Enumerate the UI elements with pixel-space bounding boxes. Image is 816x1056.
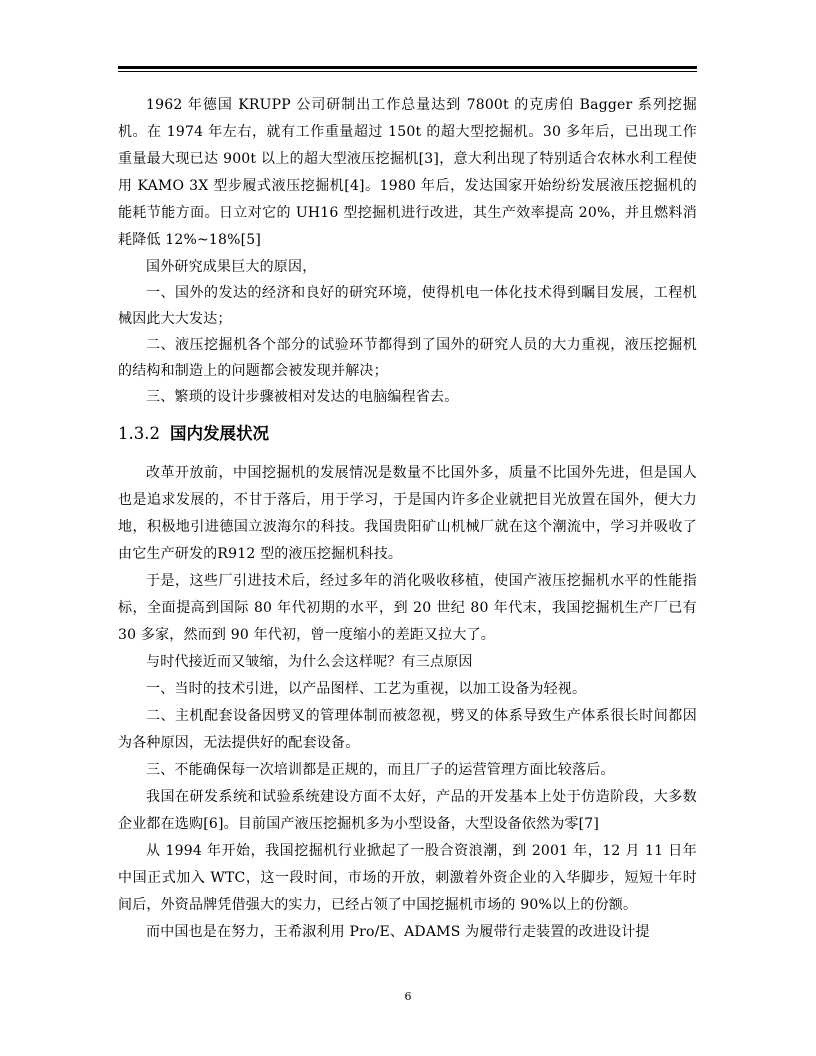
paragraph: 1962 年德国 KRUPP 公司研制出工作总量达到 7800t 的克虏伯 Bagger 系列挖掘机。在 1974 年左右，就有工作重量超过 150t 的超大型挖掘机。30 多年后，已出现工作重量最大现已达 900t 以上的超大型液压挖掘机[3]，意大利出现了特别适合农林水利工程使用 KAMO 3X 型步履式液压挖掘机[4]。1980 年后，发达国家开始纷纷发展液压挖掘机的能耗节能方面。日立对它的 UH16 型挖掘机进行改进，其生产效率提高 20%，并且燃料消耗降低 12%~18%[5] xyxy=(118,97,697,248)
paragraph: 改革开放前，中国挖掘机的发展情况是数量不比国外多，质量不比国外先进，但是国人也是追求发展的，不甘于落后，用于学习，于是国内许多企业就把目光放置在国外，便大力地，积极地引进德国立波海尔的科技。我国贵阳矿山机械厂就在这个潮流中，学习并吸收了由它生产研发的R912 型的液压挖掘机科技。 xyxy=(118,465,697,562)
paragraph: 一、当时的技术引进，以产品图样、工艺为重视，以加工设备为轻视。 xyxy=(146,681,587,697)
paragraph: 三、繁琐的设计步骤被相对发达的电脑编程省去。 xyxy=(146,389,459,405)
paragraph: 我国在研发系统和试验系统建设方面不太好，产品的开发基本上处于仿造阶段，大多数企业都在选购[6]。目前国产液压挖掘机多为小型设备，大型设备依然为零[7] xyxy=(118,789,697,832)
paragraph: 从 1994 年开始，我国挖掘机行业掀起了一股合资浪潮，到 2001 年，12 月 11 日年中国正式加入 WTC，这一段时间，市场的开放，刺激着外资企业的入华脚步，短短十年时间后，外资品牌凭借强大的实力，已经占领了中国挖掘机市场的 90%以上的份额。 xyxy=(118,843,697,913)
section-number: 1.3.2 xyxy=(118,424,160,443)
page-number: 6 xyxy=(404,990,412,1003)
paragraph: 二、主机配套设备因劈叉的管理体制而被忽视，劈叉的体系导致生产体系很长时间都因为各种原因，无法提供好的配套设备。 xyxy=(118,708,697,751)
paragraph: 二、液压挖掘机各个部分的试验环节都得到了国外的研究人员的大力重视，液压挖掘机的结构和制造上的问题都会被发现并解决； xyxy=(118,337,697,379)
paragraph: 于是，这些厂引进技术后，经过多年的消化吸收移植，使国产液压挖掘机水平的性能指标，全面提高到国际 80 年代初期的水平，到 20 世纪 80 年代末，我国挖掘机生产厂已有 30 多家，然而到 90 年代初，曾一度缩小的差距又拉大了。 xyxy=(118,573,697,643)
paragraph: 国外研究成果巨大的原因， xyxy=(146,259,317,275)
header-rule-thick xyxy=(118,66,697,69)
paragraph: 三、不能确保每一次培训都是正规的，而且厂子的运营管理方面比较落后。 xyxy=(146,762,615,778)
header-rule-thin xyxy=(118,71,697,72)
paragraph: 一、国外的发达的经济和良好的研究环境，使得机电一体化技术得到瞩目发展，工程机械因此大大发达； xyxy=(118,285,697,327)
paragraph: 与时代接近而又皱缩，为什么会这样呢？有三点原因 xyxy=(146,654,473,670)
section-title: 国内发展状况 xyxy=(169,424,269,443)
page-body xyxy=(118,92,697,946)
section-heading xyxy=(118,422,697,446)
paragraph: 而中国也是在努力，王希淑利用 Pro/E、ADAMS 为履带行走装置的改进设计提 xyxy=(146,924,650,940)
